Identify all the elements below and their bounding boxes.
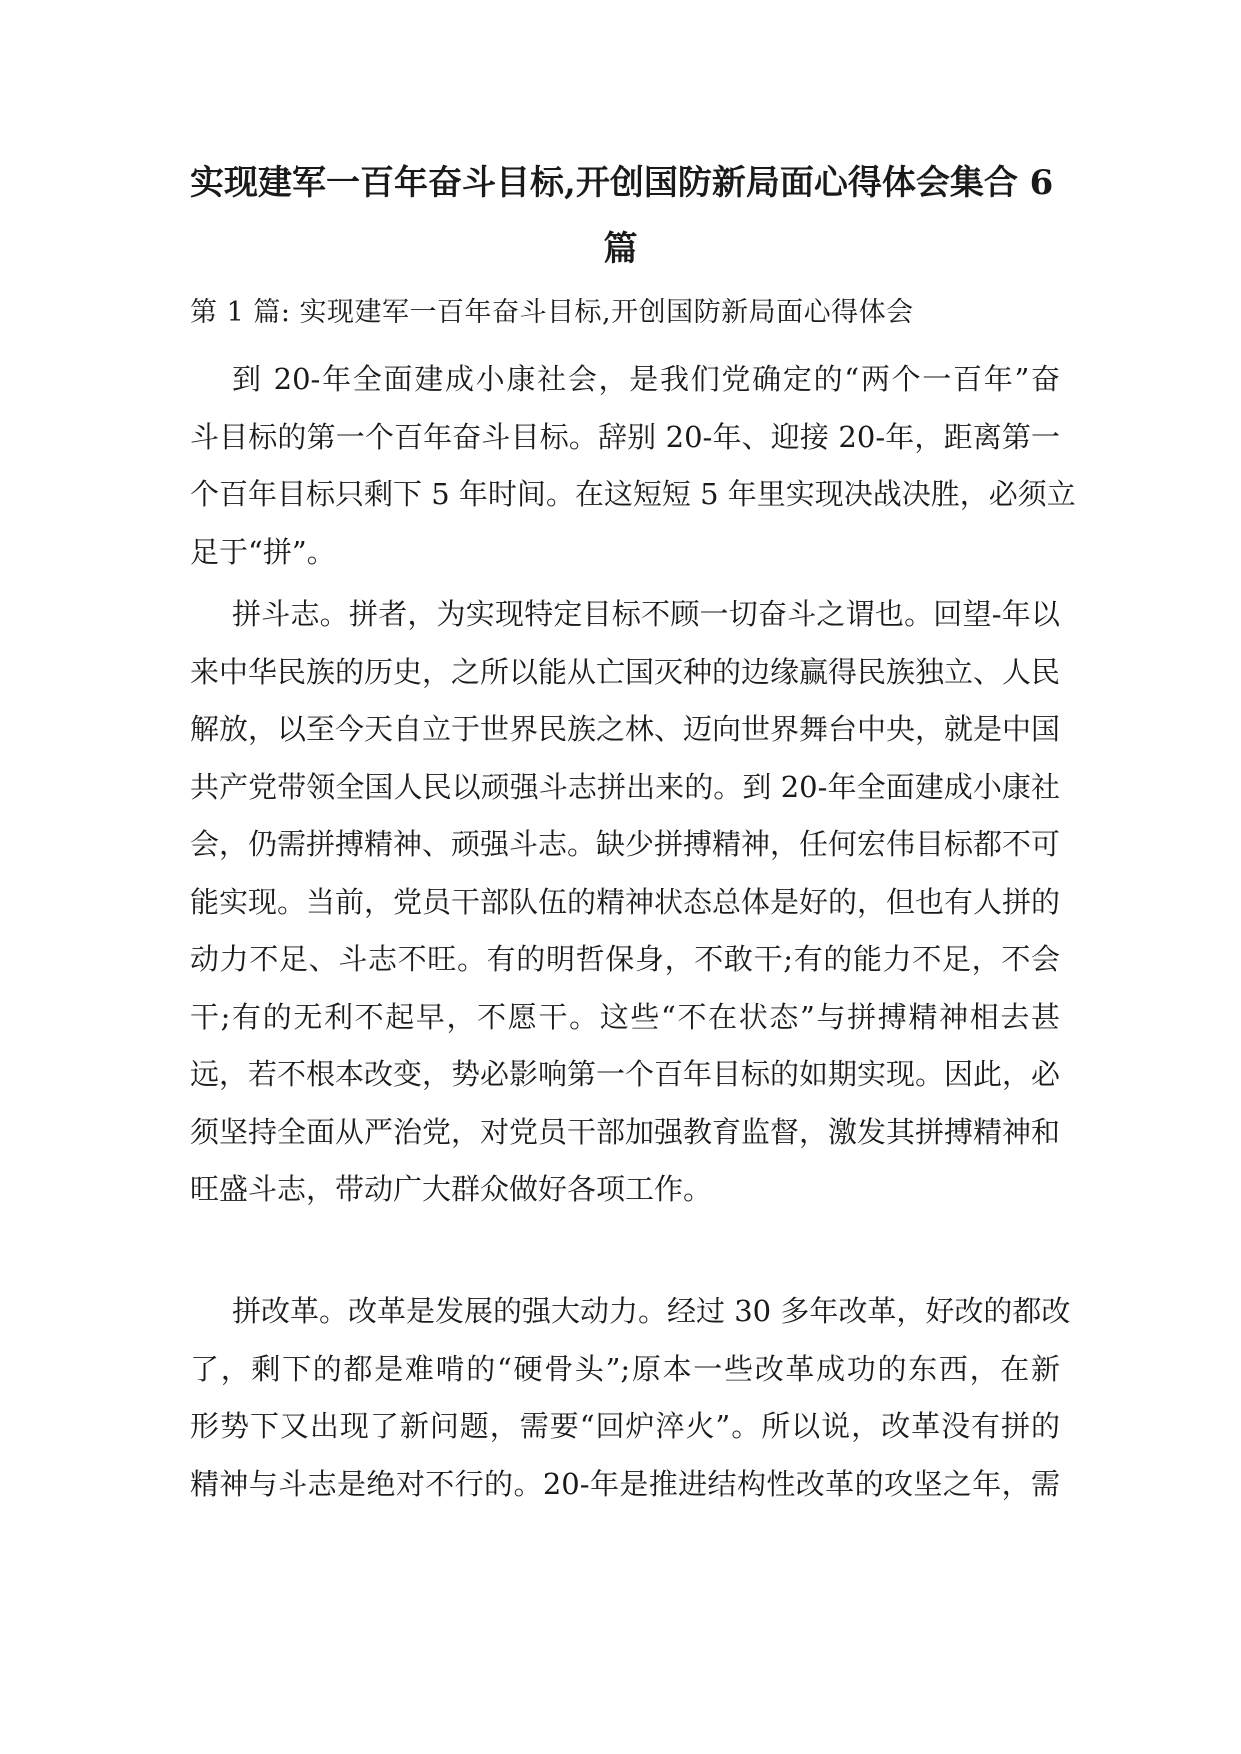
- paragraph-line: 了，剩下的都是难啃的“硬骨头”;原本一些改革成功的东西，在新: [190, 1351, 1060, 1386]
- paragraph-line: 会，仍需拼搏精神、顽强斗志。缺少拼搏精神，任何宏伟目标都不可: [190, 827, 1061, 861]
- paragraph-line: 远，若不根本改变，势必影响第一个百年目标的如期实现。因此，必: [190, 1057, 1061, 1091]
- paragraph-line: 精神与斗志是绝对不行的。20-年是推进结构性改革的攻坚之年，需: [190, 1466, 1060, 1501]
- section-heading: 第 1 篇: 实现建军一百年奋斗目标,开创国防新局面心得体会: [190, 297, 914, 328]
- paragraph-line: 形势下又出现了新问题，需要“回炉淬火”。所以说，改革没有拼的: [190, 1409, 1060, 1443]
- paragraph-line: 拼斗志。拼者，为实现特定目标不顾一切奋斗之谓也。回望-年以: [232, 597, 1060, 631]
- paragraph-line: 足于“拼”。: [190, 534, 336, 569]
- paragraph-line: 干;有的无利不起早，不愿干。这些“不在状态”与拼搏精神相去甚: [190, 999, 1060, 1034]
- paragraph-line: 到 20-年全面建成小康社会，是我们党确定的“两个一百年”奋: [232, 362, 1060, 396]
- paragraph-line: 斗目标的第一个百年奋斗目标。辞别 20-年、迎接 20-年，距离第一: [190, 419, 1060, 454]
- document-title-line-1: 实现建军一百年奋斗目标,开创国防新局面心得体会集合 6: [190, 163, 1054, 203]
- paragraph-line: 动力不足、斗志不旺。有的明哲保身，不敢干;有的能力不足，不会: [190, 942, 1060, 976]
- paragraph-line: 拼改革。改革是发展的强大动力。经过 30 多年改革，好改的都改: [232, 1294, 1071, 1328]
- paragraph-line: 来中华民族的历史，之所以能从亡国灭种的边缘赢得民族独立、人民: [190, 654, 1061, 689]
- paragraph-1: [190, 351, 1076, 581]
- document-title-line-2: 篇: [603, 229, 638, 269]
- paragraph-2: [190, 586, 1060, 1219]
- paragraph-line: 个百年目标只剩下 5 年时间。在这短短 5 年里实现决战决胜，必须立: [190, 477, 1076, 511]
- paragraph-line: 旺盛斗志，带动广大群众做好各项工作。: [190, 1172, 713, 1206]
- paragraph-3: [190, 1283, 1071, 1513]
- paragraph-line: 解放，以至今天自立于世界民族之林、迈向世界舞台中央，就是中国: [190, 712, 1061, 746]
- paragraph-line: 能实现。当前，党员干部队伍的精神状态总体是好的，但也有人拼的: [190, 884, 1061, 919]
- paragraph-line: 共产党带领全国人民以顽强斗志拼出来的。到 20-年全面建成小康社: [190, 769, 1060, 804]
- paragraph-line: 须坚持全面从严治党，对党员干部加强教育监督，激发其拼搏精神和: [190, 1114, 1061, 1149]
